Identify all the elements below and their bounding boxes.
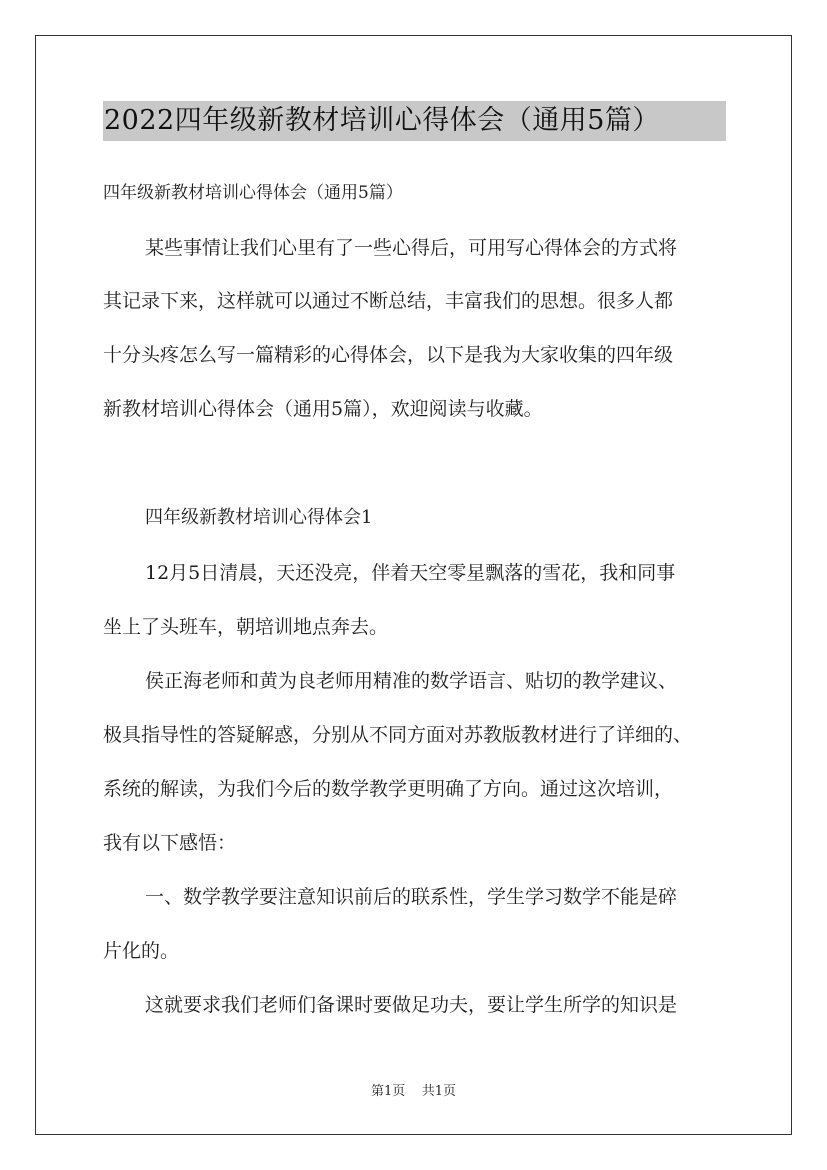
intro-line: 其记录下来，这样就可以通过不断总结，丰富我们的思想。很多人都 bbox=[103, 290, 674, 312]
paragraph-line: 系统的解读，为我们今后的数学教学更明确了方向。通过这次培训， bbox=[103, 778, 674, 800]
document-subtitle: 四年级新教材培训心得体会（通用5篇） bbox=[103, 183, 403, 203]
intro-line: 新教材培训心得体会（通用5篇），欢迎阅读与收藏。 bbox=[103, 398, 543, 420]
page-number: 第1页 bbox=[370, 1084, 406, 1099]
paragraph-line: 一、数学教学要注意知识前后的联系性，学生学习数学不能是碎 bbox=[145, 886, 678, 908]
paragraph-line: 极具指导性的答疑解惑，分别从不同方面对苏教版教材进行了详细的、 bbox=[103, 724, 693, 746]
intro-line: 十分头疼怎么写一篇精彩的心得体会，以下是我为大家收集的四年级 bbox=[103, 344, 674, 366]
paragraph-line: 12月5日清晨，天还没亮，伴着天空零星飘落的雪花，我和同事 bbox=[145, 562, 676, 584]
paragraph-line: 片化的。 bbox=[103, 940, 180, 962]
paragraph-line: 坐上了头班车，朝培训地点奔去。 bbox=[103, 616, 389, 638]
document-title: 2022四年级新教材培训心得体会（通用5篇） bbox=[103, 101, 726, 141]
page-footer bbox=[0, 1083, 827, 1101]
paragraph-line: 侯正海老师和黄为良老师用精准的数学语言、贴切的教学建议、 bbox=[145, 670, 678, 692]
section-heading: 四年级新教材培训心得体会1 bbox=[145, 507, 373, 528]
intro-line: 某些事情让我们心里有了一些心得后，可用写心得体会的方式将 bbox=[145, 237, 678, 259]
paragraph-line: 这就要求我们老师们备课时要做足功夫，要让学生所学的知识是 bbox=[145, 994, 678, 1016]
paragraph-line: 我有以下感悟： bbox=[103, 832, 237, 854]
page-total: 共1页 bbox=[421, 1084, 457, 1099]
